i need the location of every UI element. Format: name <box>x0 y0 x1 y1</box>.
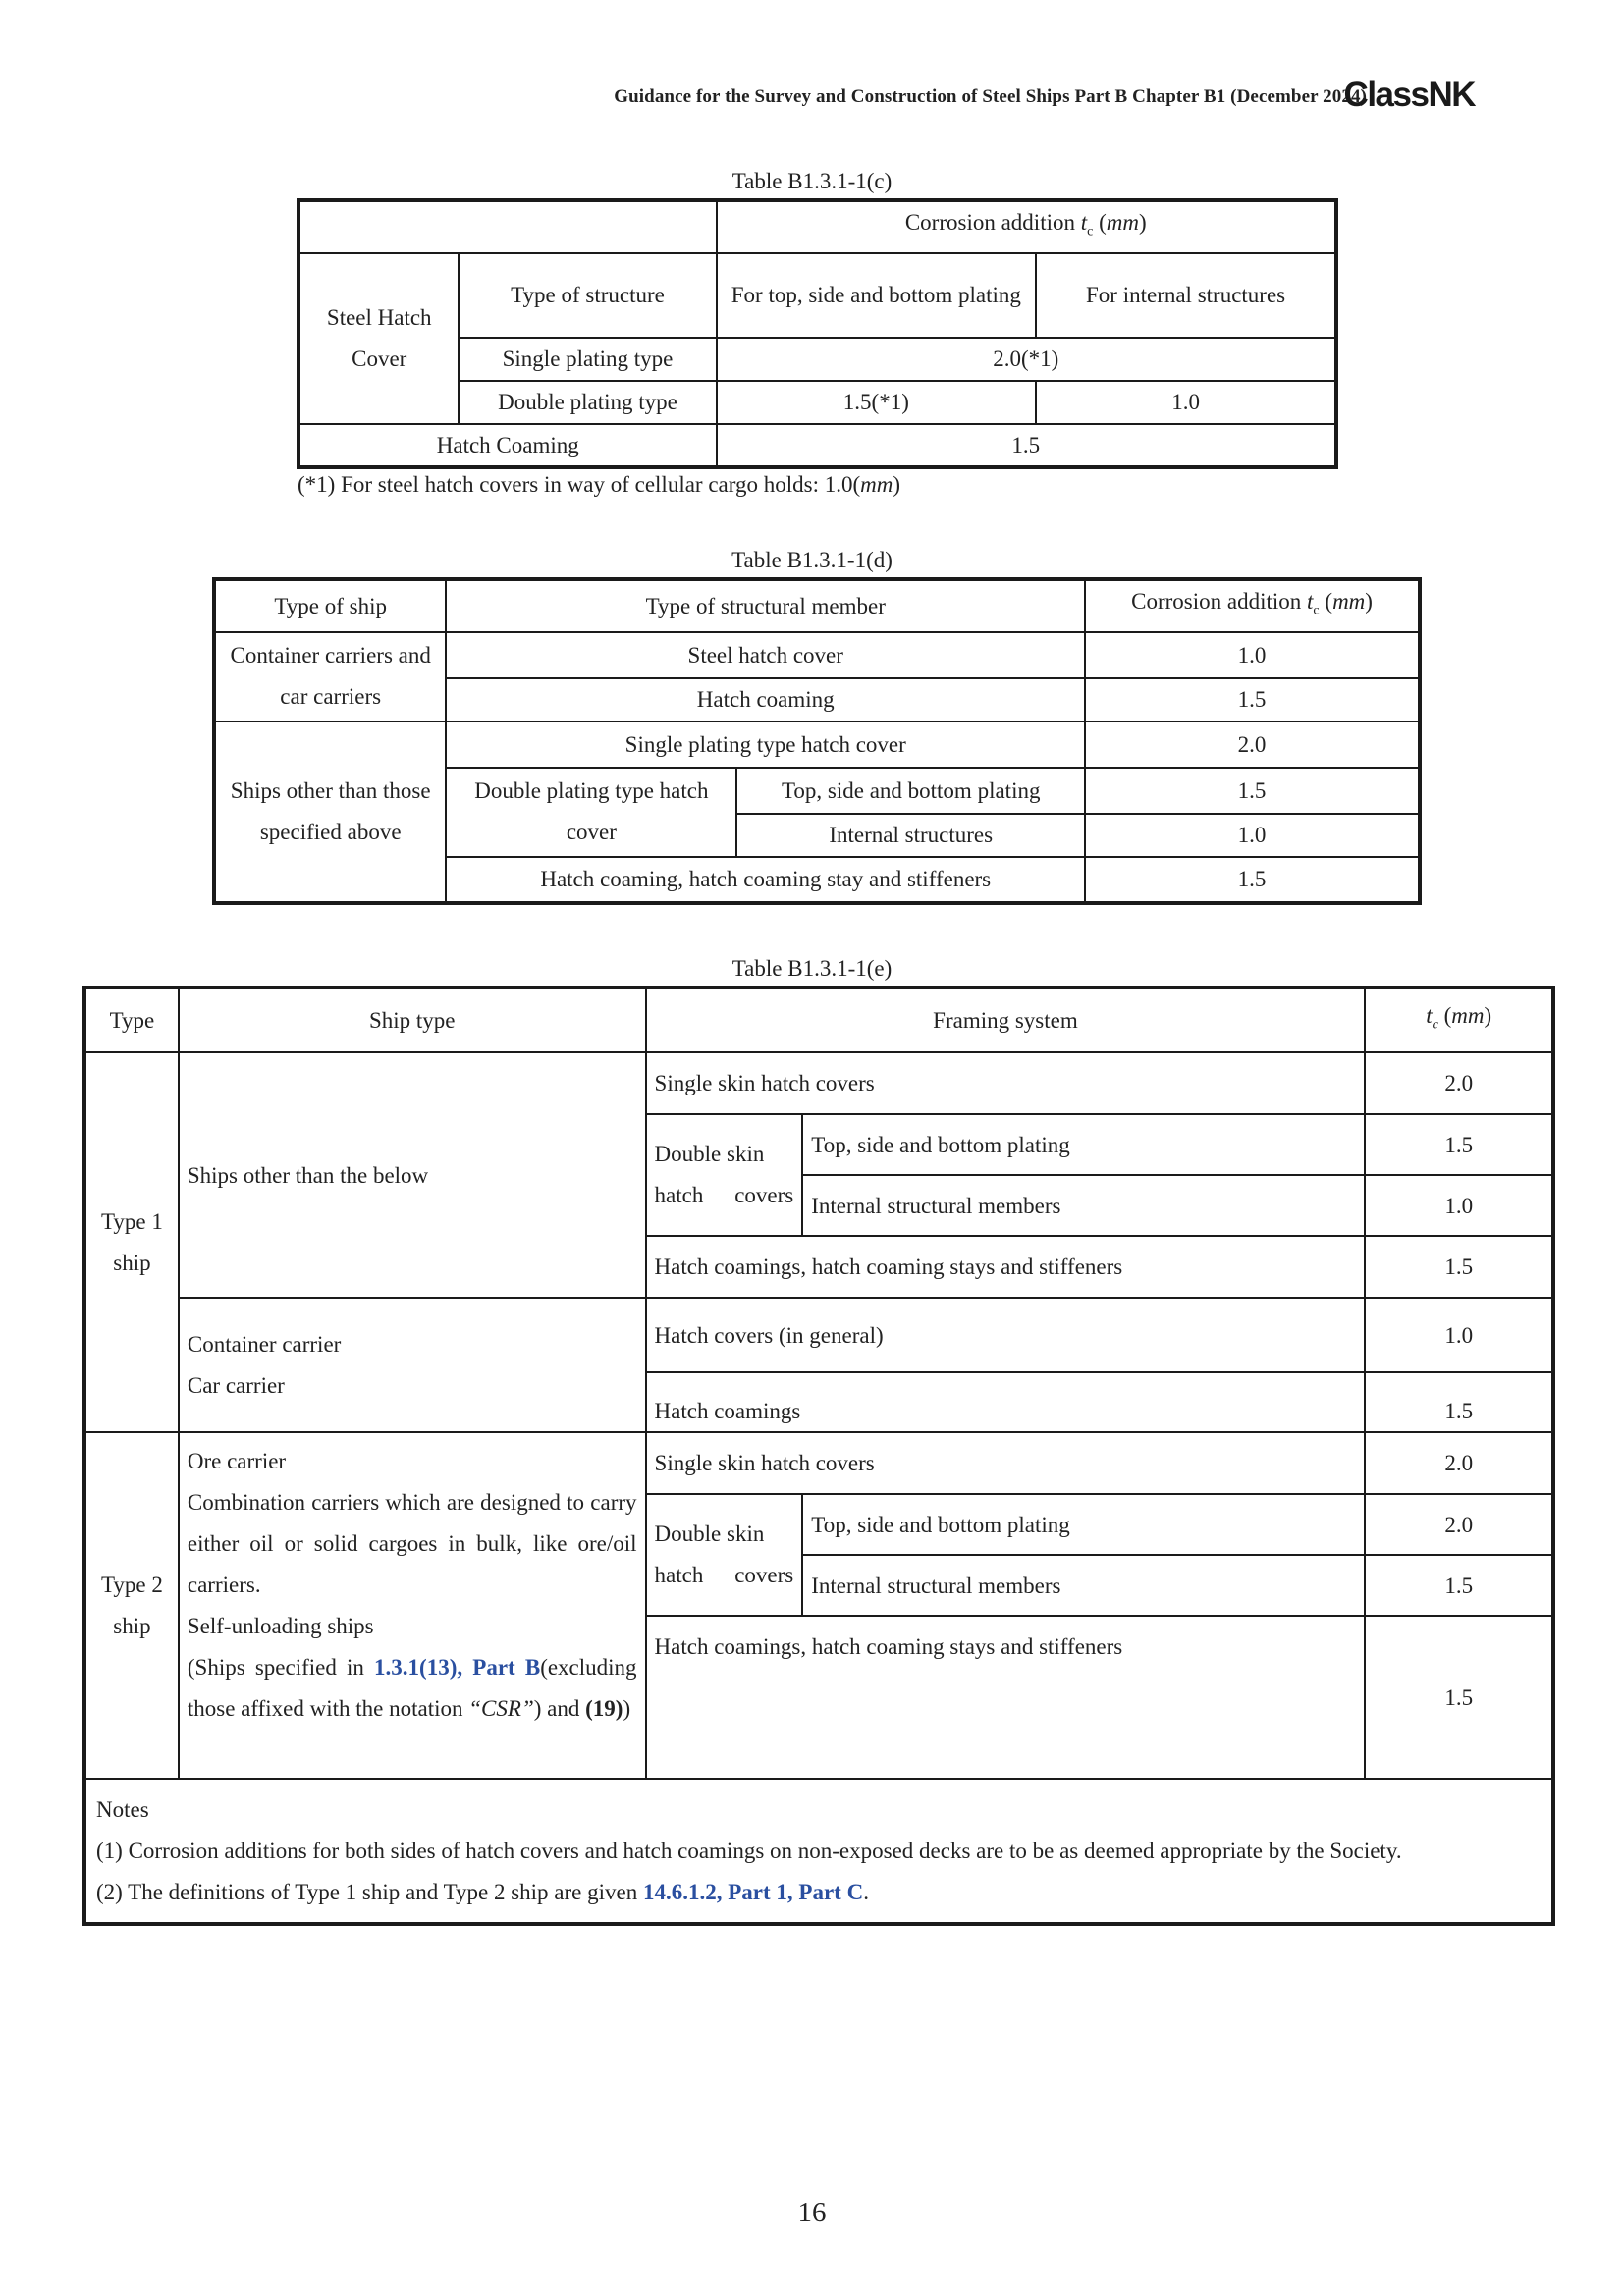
table-e-coam-stay-1: Hatch coamings, hatch coaming stays and stiffeners <box>646 1236 1366 1298</box>
table-e-tsb-2: Top, side and bottom plating <box>802 1494 1365 1555</box>
link-14-6-1-2-part-c[interactable]: 14.6.1.2, Part 1, Part C <box>643 1879 864 1904</box>
table-e-ship2-ore: Ore carrier <box>187 1449 287 1473</box>
table-e-double-skin-2: Double skin hatch covers <box>646 1494 803 1616</box>
table-d-r4-group: Double plating type hatch cover <box>446 768 736 857</box>
table-e-ship1a: Ships other than the below <box>179 1052 646 1298</box>
table-d-r6-val: 1.5 <box>1085 857 1420 903</box>
table-d-r4-val: 1.5 <box>1085 768 1420 814</box>
table-d-r3-val: 2.0 <box>1085 721 1420 768</box>
table-d-head-ship: Type of ship <box>214 579 446 632</box>
note-2: (2) The definitions of Type 1 ship and Type 2 ship are given <box>96 1879 638 1904</box>
table-e-v1: 2.0 <box>1365 1052 1553 1114</box>
link-19: (19) <box>585 1696 623 1721</box>
table-e-coam-stay-2: Hatch coamings, hatch coaming stays and stiffeners <box>646 1616 1366 1779</box>
note-1: (1) Corrosion additions for both sides of hatch covers and hatch coamings on non-exposed decks are to be as deemed appropriate by the Society. <box>96 1838 1402 1863</box>
table-e-single-skin-2: Single skin hatch covers <box>646 1432 1366 1494</box>
table-e-ship1b-line2: Car carrier <box>187 1372 285 1398</box>
table-e-cover-gen: Hatch covers (in general) <box>646 1298 1366 1372</box>
table-e-ship2-close: ) <box>623 1696 631 1721</box>
classnk-logo: ClassNK <box>1343 76 1475 114</box>
table-d-group1: Container carriers and car carriers <box>214 632 446 721</box>
table-e-v2: 1.5 <box>1365 1114 1553 1175</box>
table-e <box>82 986 1555 1926</box>
table-d-r2-member: Hatch coaming <box>446 678 1085 721</box>
table-e-type2: Type 2 ship <box>84 1432 179 1779</box>
table-e-w1: 2.0 <box>1365 1432 1553 1494</box>
table-e-coamings: Hatch coamings <box>646 1372 1366 1432</box>
table-e-ship2-excluding: (excluding those affixed with the notation <box>187 1655 637 1721</box>
page-header <box>0 0 1624 137</box>
table-d <box>212 577 1422 905</box>
table-d-r5-member: Internal structures <box>736 814 1085 857</box>
table-d-r6-member: Hatch coaming, hatch coaming stay and stiffeners <box>446 857 1085 903</box>
table-d-r2-val: 1.5 <box>1085 678 1420 721</box>
table-c-internal: For internal structures <box>1036 253 1336 338</box>
table-c-coaming-val: 1.5 <box>717 424 1336 467</box>
table-e-head-tc: $t_c$ (mm) <box>1365 988 1553 1052</box>
table-e-ship2-self-unloading: Self-unloading ships <box>187 1614 374 1638</box>
table-c-double: Double plating type <box>459 381 716 424</box>
table-e-v4: 1.5 <box>1365 1236 1553 1298</box>
note-2-end: . <box>863 1879 869 1904</box>
table-d-caption: Table B1.3.1-1(d) <box>731 548 893 572</box>
table-e-v3: 1.0 <box>1365 1175 1553 1236</box>
table-d-group2: Ships other than those specified above <box>214 721 446 903</box>
table-e-v5: 1.0 <box>1365 1298 1553 1372</box>
table-e-ship2 <box>179 1432 646 1779</box>
table-e-head-ship: Ship type <box>179 988 646 1052</box>
table-d-r3-member: Single plating type hatch cover <box>446 721 1085 768</box>
table-c-double-val2: 1.0 <box>1036 381 1336 424</box>
table-c-type-of-structure: Type of structure <box>459 253 716 338</box>
table-e-head-frame: Framing system <box>646 988 1366 1052</box>
table-c-single: Single plating type <box>459 338 716 381</box>
table-c-row-group: Steel Hatch Cover <box>298 253 459 424</box>
table-d-head-member: Type of structural member <box>446 579 1085 632</box>
header-title: Guidance for the Survey and Construction of Steel Ships Part B Chapter B1 (December 2024) <box>614 86 1367 107</box>
table-e-int-2: Internal structural members <box>802 1555 1365 1616</box>
table-d-head-corrosion: Corrosion addition $t_c$ (mm) <box>1085 579 1420 632</box>
table-e-ship2-combination: Combination carriers which are designed to carry either oil or solid cargoes in bulk, like ore/oil carriers. <box>187 1490 637 1597</box>
table-e-single-skin-1: Single skin hatch covers <box>646 1052 1366 1114</box>
table-c-corrosion-head: Corrosion addition $t_c$ (mm) <box>717 200 1336 253</box>
table-d-r5-val: 1.0 <box>1085 814 1420 857</box>
table-c-caption: Table B1.3.1-1(c) <box>731 169 893 193</box>
table-e-double-skin-1: Double skin hatch covers <box>646 1114 803 1236</box>
table-e-ship2-and: ) and <box>533 1696 580 1721</box>
table-e-tsb-1: Top, side and bottom plating <box>802 1114 1365 1175</box>
table-e-ship2-csr: “CSR” <box>468 1696 534 1721</box>
table-c-footnote: (*1) For steel hatch covers in way of cellular cargo holds: 1.0(mm) <box>298 472 901 497</box>
table-e-ship2-specified: (Ships specified in <box>187 1655 364 1680</box>
table-c-single-val: 2.0(*1) <box>717 338 1336 381</box>
table-e-ship1b <box>179 1298 646 1432</box>
table-e-v6: 1.5 <box>1365 1372 1553 1432</box>
table-e-w2: 2.0 <box>1365 1494 1553 1555</box>
table-c-coaming: Hatch Coaming <box>298 424 717 467</box>
table-e-notes <box>84 1779 1553 1924</box>
table-c-blank-head <box>298 200 717 253</box>
table-e-int-1: Internal structural members <box>802 1175 1365 1236</box>
table-e-caption: Table B1.3.1-1(e) <box>731 956 893 981</box>
table-c <box>297 198 1338 469</box>
table-c-double-val1: 1.5(*1) <box>717 381 1037 424</box>
table-e-head-type: Type <box>84 988 179 1052</box>
table-d-r4-member: Top, side and bottom plating <box>736 768 1085 814</box>
notes-title: Notes <box>96 1796 149 1822</box>
table-d-r1-member: Steel hatch cover <box>446 632 1085 678</box>
table-d-r1-val: 1.0 <box>1085 632 1420 678</box>
table-e-type1: Type 1 ship <box>84 1052 179 1432</box>
table-e-ship1b-line1: Container carrier <box>187 1331 342 1357</box>
table-e-w3: 1.5 <box>1365 1555 1553 1616</box>
table-e-w4: 1.5 <box>1365 1616 1553 1779</box>
table-c-top-side-bottom: For top, side and bottom plating <box>717 253 1037 338</box>
page-number: 16 <box>797 2197 827 2228</box>
link-1-3-1-13-part-b[interactable]: 1.3.1(13), Part B <box>374 1655 541 1680</box>
